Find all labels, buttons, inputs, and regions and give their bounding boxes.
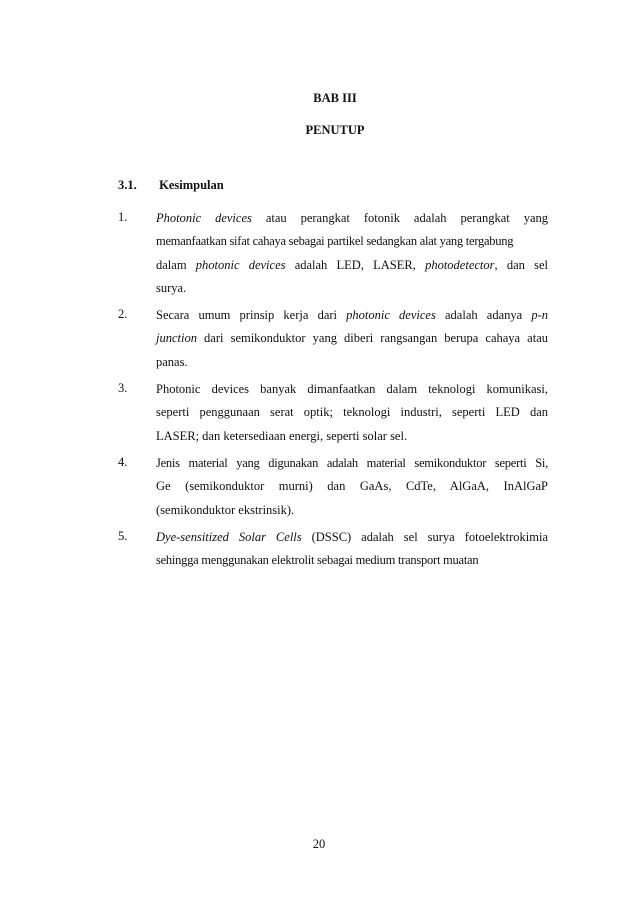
section-number: 3.1. [118, 178, 137, 192]
text-line: (semikonduktor ekstrinsik). [156, 502, 295, 517]
list-item-number: 2. [118, 307, 128, 322]
text-span: adalah adanya [435, 308, 532, 323]
text-line [156, 257, 548, 280]
text-line [156, 529, 548, 552]
page-number: 20 [312, 837, 326, 851]
italic-term: junction [156, 331, 197, 346]
conclusion-list [118, 210, 548, 579]
text-line: Jenis material yang digunakan adalah material semikonduktor seperti Si, [156, 455, 548, 470]
italic-term: photodetector [425, 257, 495, 272]
text-span: (DSSC) adalah sel surya fotoelektrokimia [301, 529, 548, 544]
italic-term: Photonic devices [156, 211, 252, 225]
text-span: adalah LED, LASER, [285, 257, 426, 272]
section-heading [118, 178, 224, 193]
text-line: sehingga menggunakan elektrolit sebagai medium transport muatan [156, 553, 479, 568]
list-item-number: 4. [118, 454, 128, 469]
text-line [156, 210, 548, 233]
italic-term: Dye-sensitized Solar Cells [156, 529, 302, 544]
text-line: memanfaatkan sifat cahaya sebagai partikel sedangkan alat yang tergabung [156, 234, 514, 249]
list-item-number: 1. [118, 210, 128, 224]
list-item [118, 210, 548, 303]
list-item [118, 381, 548, 451]
text-span: dari semikonduktor yang diberi rangsangan berupa cahaya atau [196, 331, 548, 346]
chapter-title: PENUTUP [305, 123, 365, 137]
list-item-number: 3. [118, 381, 128, 396]
text-line: surya. [156, 280, 187, 295]
text-line: Photonic devices banyak dimanfaatkan dalam teknologi komunikasi, [156, 382, 548, 397]
list-item [118, 307, 548, 377]
text-line: LASER; dan ketersediaan energi, seperti solar sel. [156, 428, 408, 443]
text-span: dalam [156, 257, 196, 272]
text-line: Ge (semikonduktor murni) dan GaAs, CdTe, AlGaA, InAlGaP [156, 479, 548, 494]
text-line [156, 307, 548, 330]
list-item [118, 529, 548, 576]
text-line: seperti penggunaan serat optik; teknologi industri, seperti LED dan [156, 405, 548, 420]
list-item [118, 455, 548, 525]
italic-term: p-n [531, 308, 548, 323]
chapter-number: BAB III [313, 91, 357, 105]
text-span: atau perangkat fotonik adalah perangkat yang [251, 211, 548, 225]
text-line [156, 330, 548, 353]
italic-term: photonic devices [195, 257, 286, 272]
list-item-number: 5. [118, 528, 128, 543]
text-line: panas. [156, 354, 188, 369]
text-span: , dan sel [494, 257, 548, 272]
italic-term: photonic devices [346, 308, 436, 323]
text-span: Secara umum prinsip kerja dari [156, 308, 347, 323]
section-title: Kesimpulan [159, 178, 224, 192]
